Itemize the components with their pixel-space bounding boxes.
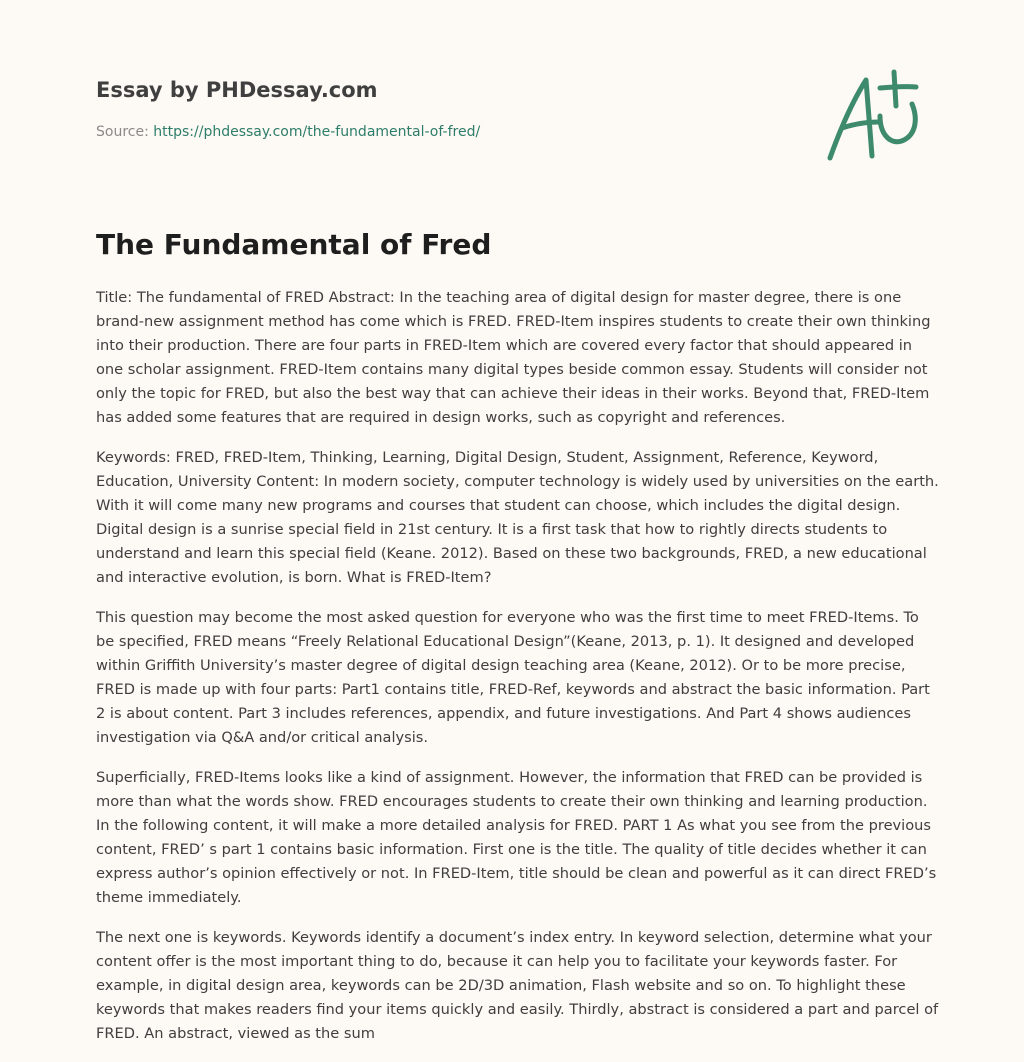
essay-paragraph: The next one is keywords. Keywords identify a document’s index entry. In keyword selection, determine what your content offer is the most important thing to do, because it can help you to facilitate your keywords faster. For example, in digital design area, keywords can be 2D/3D animation, Flash website and so on. To highlight these keywords that makes readers find your items quickly and easily. Thirdly, abstract is considered a part and parcel of FRED. An abstract, viewed as the sum: [96, 929, 939, 1042]
essay-header: [96, 76, 796, 142]
essay-paragraph: Superficially, FRED-Items looks like a kind of assignment. However, the information that FRED can be provided is more than what the words show. FRED encourages students to create their own thinking and learning production. In the following content, it will make a more detailed analysis for FRED. PART 1 As what you see from the previous content, FRED’ s part 1 contains basic information. First one is the title. The quality of title decides whether it can express author’s opinion effectively or not. In FRED-Item, title should be clean and powerful as it can direct FRED’s theme immediately.: [96, 769, 937, 906]
a-plus-logo-icon: [822, 66, 932, 166]
source-line: [96, 122, 796, 142]
essay-title: The Fundamental of Fred: [96, 228, 492, 261]
source-link[interactable]: https://phdessay.com/the-fundamental-of-fred/: [153, 124, 481, 140]
essay-body: [96, 286, 941, 1062]
site-brand: Essay by PHDessay.com: [96, 78, 378, 102]
essay-paragraph: Title: The fundamental of FRED Abstract: In the teaching area of digital design for master degree, there is one brand-new assignment method has come which is FRED. FRED-Item inspires students to create their own thinking into their production. There are four parts in FRED-Item which are covered every factor that should appeared in one scholar assignment. FRED-Item contains many digital types beside common essay. Students will consider not only the topic for FRED, but also the best way that can achieve their ideas in their works. Beyond that, FRED-Item has added some features that are required in design works, such as copyright and references.: [96, 289, 931, 426]
essay-paragraph: This question may become the most asked question for everyone who was the first time to meet FRED-Items. To be specified, FRED means “Freely Relational Educational Design”(Keane, 2013, p. 1). It designed and developed within Griffith University’s master degree of digital design teaching area (Keane, 2012). Or to be more precise, FRED is made up with four parts: Part1 contains title, FRED-Ref, keywords and abstract the basic information. Part 2 is about content. Part 3 includes references, appendix, and future investigations. And Part 4 shows audiences investigation via Q&A and/or critical analysis.: [96, 609, 930, 746]
source-label: Source:: [96, 124, 154, 140]
essay-paragraph: Keywords: FRED, FRED-Item, Thinking, Learning, Digital Design, Student, Assignment, Reference, Keyword, Education, University Content: In modern society, computer technology is widely used by universities on the earth. With it will come many new programs and courses that student can choose, which includes the digital design. Digital design is a sunrise special field in 21st century. It is a first task that how to rightly directs students to understand and learn this special field (Keane. 2012). Based on these two backgrounds, FRED, a new educational and interactive evolution, is born. What is FRED-Item?: [96, 449, 939, 586]
